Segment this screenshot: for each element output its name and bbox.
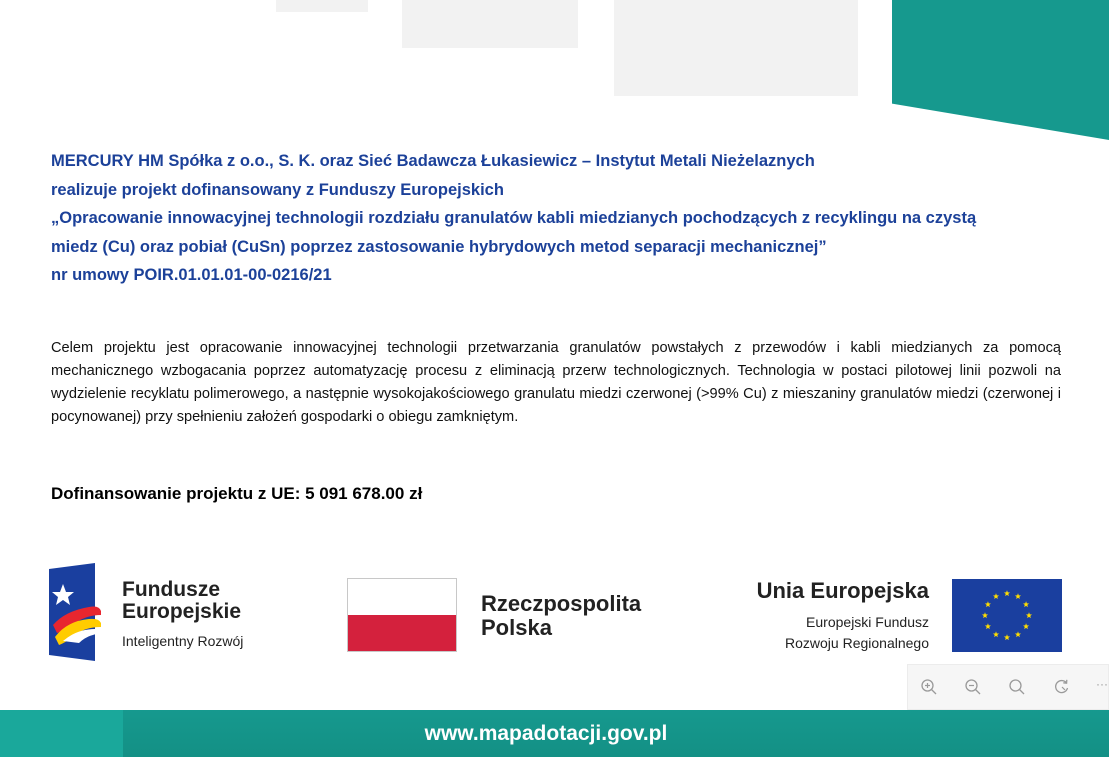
fundusze-europejskie-logo-icon [49,563,101,661]
decor-gray-block-3 [614,0,858,96]
eu-flag-icon [952,579,1062,652]
project-description: Celem projektu jest opracowanie innowacyjnej technologii przetwarzania granulatów powstałych z przewodów i kabli miedzianych za pomocą mechanicznego wzbogacania poprzez automatyzację procesu z eliminacją przerw technologicznych. Technologia w postaci pilotowej linii pozwoli na wydzielenie recyklatu polimerowego, a następnie wysokojakościowego granulatu miedzi czerwonej (>99% Cu) z mieszaniny granulatów miedzi (czerwonej i pocynowanej) przy spełnieniu założeń gospodarki o obiegu zamkniętym. [51,340,1061,425]
zoom-out-icon[interactable] [964,678,982,696]
reset-icon[interactable] [1053,678,1071,696]
fe-logo-title [122,579,241,623]
ue-logo-title: Unia Europejska [756,578,929,603]
fe-logo-title-line-1: Fundusze [122,578,220,601]
project-heading [51,147,1061,290]
funding-amount: Dofinansowanie projektu z UE: 5 091 678.00 zł [51,484,423,503]
zoom-toolbar [907,664,1109,710]
decor-gray-block-1 [276,0,368,12]
footer-url-link[interactable]: www.mapadotacji.gov.pl [424,722,668,745]
rp-logo-text [481,592,641,640]
poland-flag-icon [347,578,457,652]
fe-logo-subtitle: Inteligentny Rozwój [122,633,244,649]
heading-line-title-2: miedz (Cu) oraz pobiał (CuSn) poprzez zastosowanie hybrydowych metod separacji mechanicznej” [51,237,827,256]
decor-gray-block-2 [402,0,578,48]
fe-logo-title-line-2: Europejskie [122,600,242,623]
heading-line-funding-source: realizuje projekt dofinansowany z Funduszy Europejskich [51,180,504,199]
rp-logo-line-2: Polska [481,615,552,640]
ue-logo-subtitle-line-2: Rozwoju Regionalnego [785,635,929,651]
ue-logo-subtitle [785,612,929,654]
heading-line-title-1: „Opracowanie innowacyjnej technologii rozdziału granulatów kabli miedzianych pochodzących z recyklingu na czystą [51,209,977,227]
heading-line-contract-number: nr umowy POIR.01.01.01-00-0216/21 [51,266,332,284]
more-icon[interactable]: ··· [1096,677,1108,691]
search-icon[interactable] [1008,678,1026,696]
ue-logo-subtitle-line-1: Europejski Fundusz [806,614,929,630]
zoom-in-icon[interactable] [920,678,938,696]
heading-line-beneficiaries: MERCURY HM Spółka z o.o., S. K. oraz Sieć Badawcza Łukasiewicz – Instytut Metali Nieżelaznych [51,152,815,170]
decor-teal-corner [892,0,1109,140]
rp-logo-line-1: Rzeczpospolita [481,591,642,616]
